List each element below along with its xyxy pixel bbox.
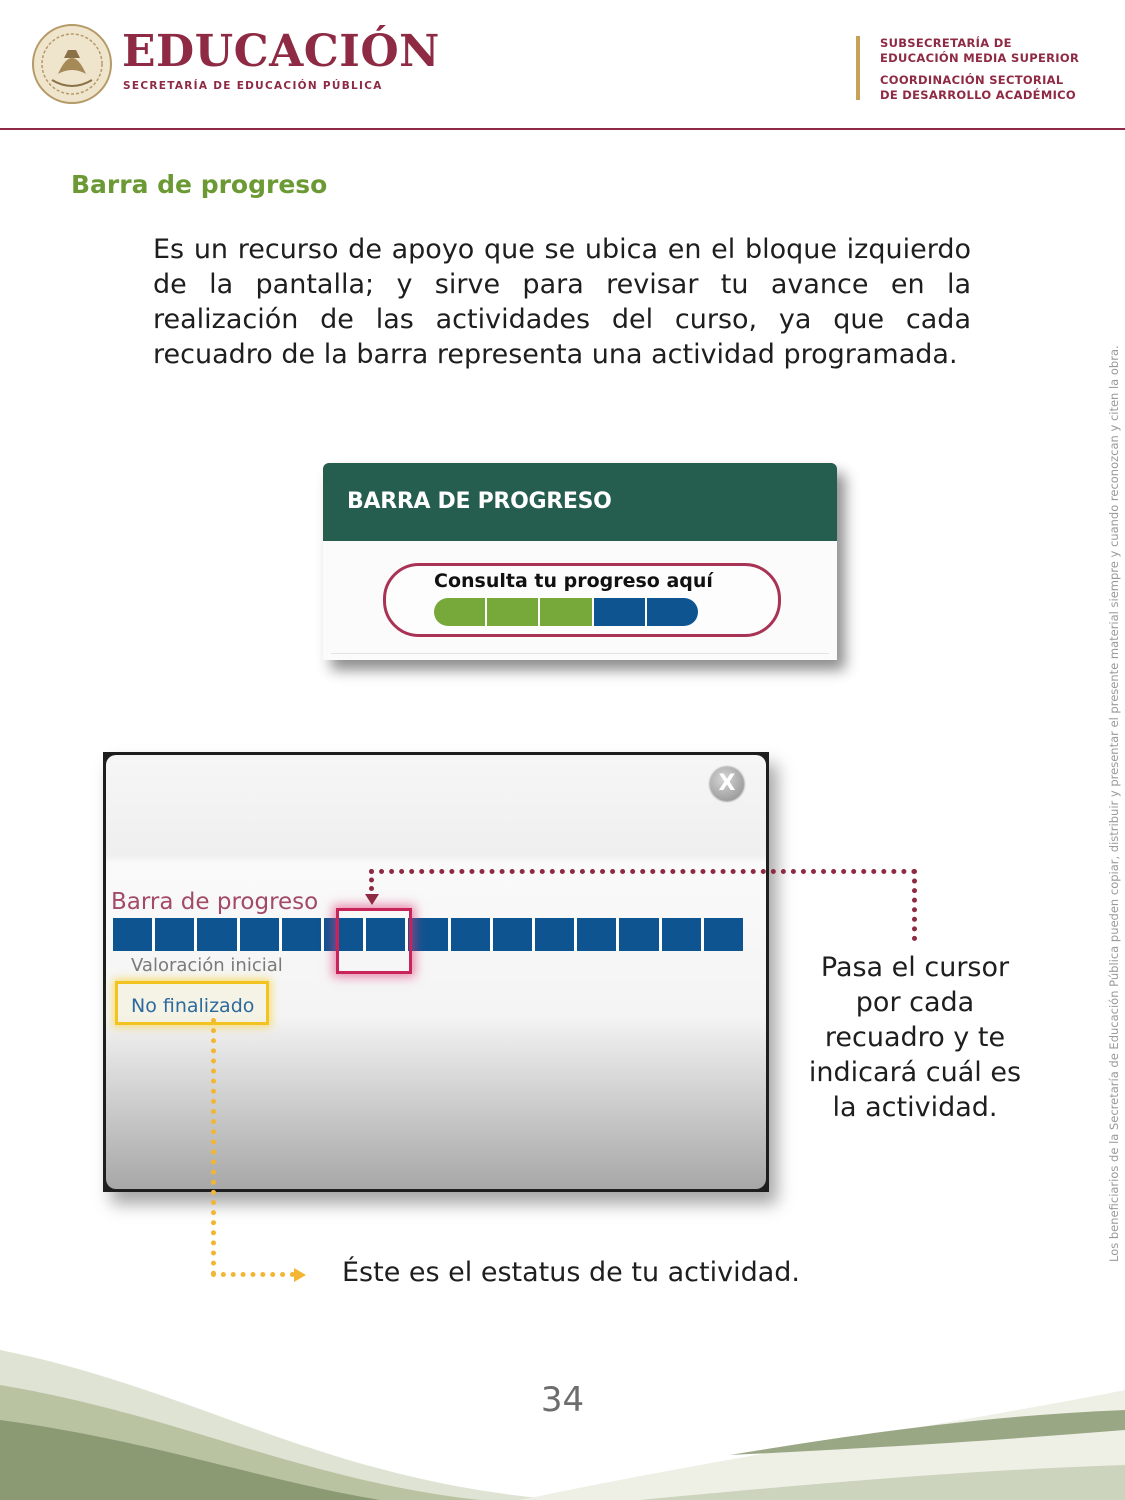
copyright-side-note: Los beneficiarios de la Secretaría de Educación Pública pueden copiar, distribuir y presentar el presente material siempre y cuando reconozcan y citen la obra. (1107, 345, 1121, 1262)
progress-segment[interactable] (704, 918, 743, 951)
segment-highlight-box (336, 908, 412, 974)
progress-pill-label: Consulta tu progreso aquí (434, 570, 713, 592)
connector-line-yellow (211, 1018, 216, 1276)
national-seal-icon (28, 22, 116, 106)
progress-bar (113, 918, 743, 951)
progress-segment[interactable] (535, 918, 577, 951)
progress-popup-frame (103, 752, 769, 1192)
popup-title: Barra de progreso (111, 889, 319, 915)
progress-segment[interactable] (155, 918, 197, 951)
progress-segment[interactable] (408, 918, 450, 951)
connector-line-yellow (211, 1272, 295, 1277)
arrow-right-icon (294, 1268, 306, 1282)
connector-line-red (369, 869, 917, 874)
callout-hover-hint: Pasa el cursor por cada recuadro y te indicará cuál es la actividad. (808, 952, 1022, 1123)
progress-segment[interactable] (282, 918, 324, 951)
brand-subtitle: SECRETARÍA DE EDUCACIÓN PÚBLICA (123, 80, 383, 92)
progress-segment-pending[interactable] (647, 598, 698, 626)
progress-segment[interactable] (197, 918, 239, 951)
progress-pill-button[interactable] (383, 563, 781, 637)
header-right-line: DE DESARROLLO ACADÉMICO (880, 88, 1076, 102)
header-right-line: SUBSECRETARÍA DE (880, 36, 1012, 50)
body-paragraph: Es un recurso de apoyo que se ubica en el bloque izquierdo de la pantalla; y sirve para revisar tu avance en la realización de las actividades del curso, ya que cada recuadro de la barra representa una actividad programada. (153, 234, 971, 370)
connector-line-red (369, 869, 374, 891)
progress-mini-bar[interactable] (434, 598, 698, 626)
progress-segment[interactable] (662, 918, 704, 951)
page-number: 34 (540, 1380, 585, 1420)
progress-segment-complete[interactable] (540, 598, 593, 626)
progress-segment-complete[interactable] (434, 598, 487, 626)
divider (331, 653, 829, 654)
progress-widget-header: BARRA DE PROGRESO (323, 463, 837, 541)
header-right-line: EDUCACIÓN MEDIA SUPERIOR (880, 51, 1080, 65)
progress-segment[interactable] (240, 918, 282, 951)
header-right-line: COORDINACIÓN SECTORIAL (880, 73, 1064, 87)
header-right-block (880, 36, 1120, 103)
progress-segment[interactable] (493, 918, 535, 951)
activity-status: No finalizado (131, 995, 255, 1017)
progress-segment-complete[interactable] (487, 598, 540, 626)
close-icon[interactable]: X (710, 767, 744, 801)
connector-line-red (912, 869, 917, 941)
progress-segment[interactable] (451, 918, 493, 951)
progress-segment[interactable] (577, 918, 619, 951)
progress-popup (106, 755, 766, 1189)
progress-segment[interactable] (619, 918, 661, 951)
brand-title: EDUCACIÓN (122, 26, 440, 77)
callout-status-hint: Éste es el estatus de tu actividad. (342, 1257, 800, 1288)
header-rule (0, 128, 1125, 130)
header-divider (856, 36, 860, 100)
section-title: Barra de progreso (71, 170, 328, 199)
progress-segment[interactable] (113, 918, 155, 951)
activity-tooltip-label: Valoración inicial (131, 955, 283, 976)
arrow-down-icon (365, 894, 379, 905)
progress-segment-pending[interactable] (594, 598, 647, 626)
progress-widget-card (323, 463, 837, 660)
